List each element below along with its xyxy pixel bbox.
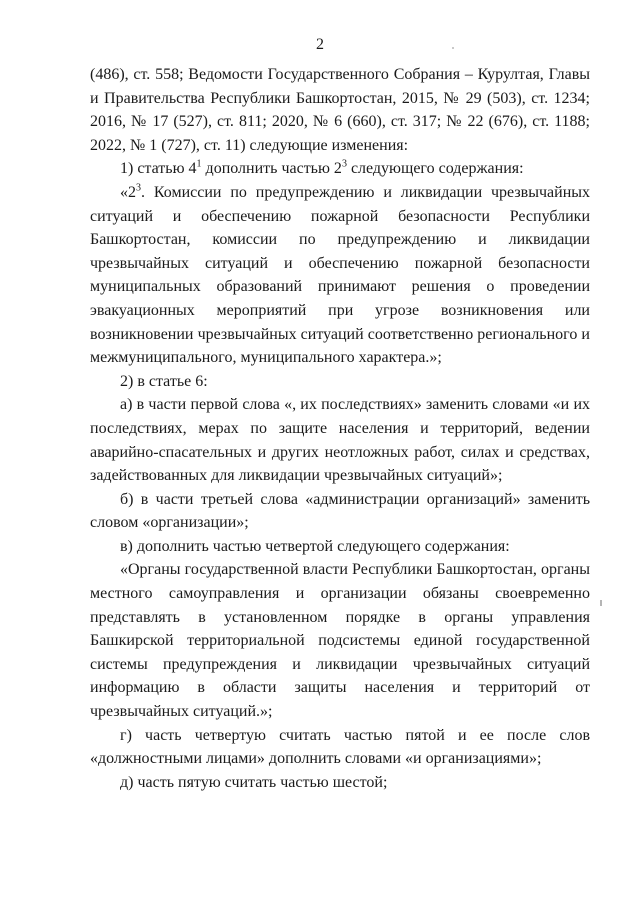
- scan-speck: [452, 47, 454, 49]
- paragraph-intro-continuation: (486), ст. 558; Ведомости Государственного Собрания – Курултая, Главы и Правительства Республики Башкортостан, 2015, № 29 (503), ст. 1234; 2016, № 17 (527), ст. 811; 2020, № 6 (660), ст. 317; № 22 (676), ст. 1188; 2022, № 1 (727), ст. 11) следующие изменения:: [90, 66, 590, 154]
- superscript: 1: [196, 159, 202, 171]
- paragraph-item-2b: б) в части третьей слова «администрации организаций» заменить словом «организации»;: [90, 490, 590, 532]
- paragraph-quoted-part-2-3: «$2^3$. Комиссии по предупреждению и ликвидации чрезвычайных ситуаций и обеспечению пожарной безопасности Республики Башкортостан, комиссии по предупреждению и ликвидации чрезвычайных ситуаций и обеспечению пожарной безопасности муниципальных образований принимают решения о проведении эвакуационных мероприятий при угрозе возникновения или возникновении чрезвычайных ситуаций соответственно регионального и межмуниципального, муниципального характера.»;: [90, 182, 590, 367]
- paragraph-quoted-part-4: «Органы государственной власти Республики Башкортостан, органы местного самоуправления и организации обязаны своевременно представлять в установленном порядке в органы управления Башкирской территориальной подсистемы единой государственной системы предупреждения и ликвидации чрезвычайных ситуаций информацию в области защиты населения и территорий от чрезвычайных ситуаций.»;: [90, 561, 590, 721]
- page-number: 2: [316, 36, 324, 53]
- superscript: 3: [341, 159, 347, 171]
- paragraph-item-2a: а) в части первой слова «, их последствиях» заменить словами «и их последствиях, мерах по защите населения и территорий, ведении аварийно-спасательных и других неотложных работ, силах и средствах, задействованных для ликвидации чрезвычайных ситуаций»;: [90, 396, 590, 485]
- superscript: 3: [136, 182, 141, 194]
- paragraph-item-2d: д) часть пятую считать частью шестой;: [120, 773, 388, 791]
- paragraph-item-1: 1) статью $4^1$ дополнить частью $2^3$ следующего содержания:: [120, 159, 524, 178]
- scan-mark: [600, 600, 602, 606]
- paragraph-item-2v: в) дополнить частью четвертой следующего содержания:: [120, 537, 510, 555]
- paragraph-item-2g: г) часть четвертую считать частью пятой и ее после слов «должностными лицами» дополнить словами «и организациями»;: [90, 726, 590, 768]
- paragraph-item-2: 2) в статье 6:: [120, 372, 208, 390]
- document-body: [90, 63, 590, 794]
